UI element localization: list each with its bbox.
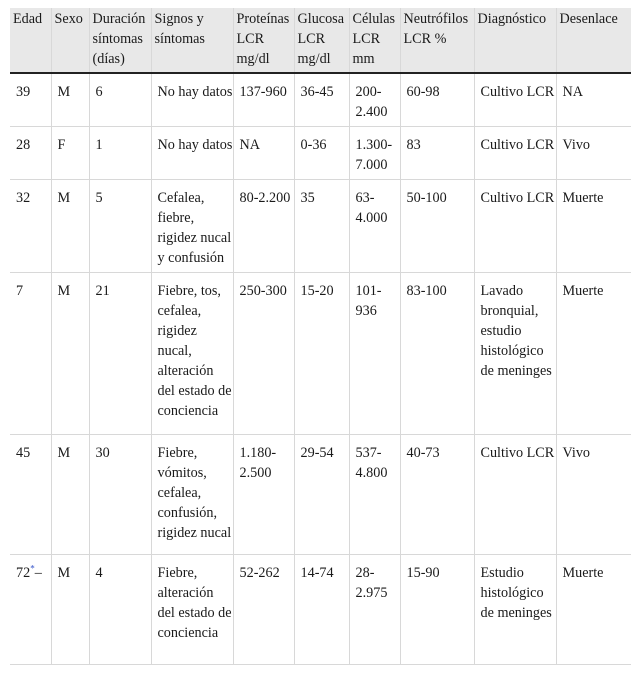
cell-signos: No hay datos (151, 73, 233, 127)
header-glucosa: Glucosa LCR mg/dl (294, 8, 349, 73)
cell-desenlace: Muerte (556, 555, 631, 665)
cell-sexo: M (51, 273, 89, 435)
cell-desenlace: Muerte (556, 180, 631, 273)
cell-celulas: 1.300-7.000 (349, 127, 400, 180)
cell-signos: Cefalea, fiebre, rigidez nucal y confusión (151, 180, 233, 273)
cell-neutrofilos: 83-100 (400, 273, 474, 435)
cell-proteinas: 250-300 (233, 273, 294, 435)
header-celulas: Células LCR mm (349, 8, 400, 73)
cell-celulas: 28-2.975 (349, 555, 400, 665)
cell-neutrofilos: 83 (400, 127, 474, 180)
cell-desenlace: Vivo (556, 435, 631, 555)
cell-proteinas: 52-262 (233, 555, 294, 665)
cell-signos: Fiebre, tos, cefalea, rigidez nucal, alteración del estado de conciencia (151, 273, 233, 435)
cell-sexo: M (51, 435, 89, 555)
cell-edad: 32 (10, 180, 51, 273)
table-row (10, 73, 631, 127)
footnote-marker[interactable]: * (30, 563, 35, 574)
cell-glucosa: 15-20 (294, 273, 349, 435)
cell-neutrofilos: 40-73 (400, 435, 474, 555)
cell-edad: 28 (10, 127, 51, 180)
cell-diagnostico: Cultivo LCR (474, 127, 556, 180)
cell-duracion: 5 (89, 180, 151, 273)
header-edad: Edad (10, 8, 51, 73)
cell-duracion: 21 (89, 273, 151, 435)
table-row (10, 435, 631, 555)
clinical-cases-table (10, 8, 631, 665)
cell-signos: Fiebre, alteración del estado de conciencia (151, 555, 233, 665)
header-diagnostico: Diagnóstico (474, 8, 556, 73)
cell-diagnostico: Cultivo LCR (474, 180, 556, 273)
cell-glucosa: 35 (294, 180, 349, 273)
cell-proteinas: NA (233, 127, 294, 180)
cell-edad: 39 (10, 73, 51, 127)
cell-desenlace: Vivo (556, 127, 631, 180)
cell-edad-suffix: – (34, 565, 42, 581)
cell-proteinas: 1.180-2.500 (233, 435, 294, 555)
table-row (10, 273, 631, 435)
cell-sexo: F (51, 127, 89, 180)
cell-glucosa: 14-74 (294, 555, 349, 665)
cell-desenlace: NA (556, 73, 631, 127)
cell-glucosa: 36-45 (294, 73, 349, 127)
header-desenlace: Desenlace (556, 8, 631, 73)
cell-neutrofilos: 50-100 (400, 180, 474, 273)
cell-neutrofilos: 60-98 (400, 73, 474, 127)
cell-sexo: M (51, 180, 89, 273)
cell-duracion: 1 (89, 127, 151, 180)
cell-edad: 45 (10, 435, 51, 555)
cell-glucosa: 29-54 (294, 435, 349, 555)
cell-diagnostico: Estudio histológico de meninges (474, 555, 556, 665)
cell-sexo: M (51, 73, 89, 127)
cell-celulas: 537-4.800 (349, 435, 400, 555)
table-row (10, 127, 631, 180)
header-duracion: Duración síntomas (días) (89, 8, 151, 73)
cell-diagnostico: Cultivo LCR (474, 73, 556, 127)
cell-diagnostico: Lavado bronquial, estudio histológico de meninges (474, 273, 556, 435)
cell-edad (10, 555, 51, 665)
cell-edad: 7 (10, 273, 51, 435)
cell-proteinas: 137-960 (233, 73, 294, 127)
cell-celulas: 200-2.400 (349, 73, 400, 127)
header-neutrofilos: Neutrófilos LCR % (400, 8, 474, 73)
cell-celulas: 63-4.000 (349, 180, 400, 273)
cell-duracion: 4 (89, 555, 151, 665)
cell-edad-value: 72 (16, 565, 31, 581)
cell-proteinas: 80-2.200 (233, 180, 294, 273)
cell-signos: Fiebre, vómitos, cefalea, confusión, rigidez nucal (151, 435, 233, 555)
table-row (10, 555, 631, 665)
cell-signos: No hay datos (151, 127, 233, 180)
header-signos: Signos y síntomas (151, 8, 233, 73)
cell-celulas: 101-936 (349, 273, 400, 435)
cell-duracion: 30 (89, 435, 151, 555)
cell-sexo: M (51, 555, 89, 665)
header-proteinas: Proteínas LCR mg/dl (233, 8, 294, 73)
cell-glucosa: 0-36 (294, 127, 349, 180)
cell-diagnostico: Cultivo LCR (474, 435, 556, 555)
cell-neutrofilos: 15-90 (400, 555, 474, 665)
table-header-row (10, 8, 631, 73)
cell-duracion: 6 (89, 73, 151, 127)
header-sexo: Sexo (51, 8, 89, 73)
table-row (10, 180, 631, 273)
cell-desenlace: Muerte (556, 273, 631, 435)
